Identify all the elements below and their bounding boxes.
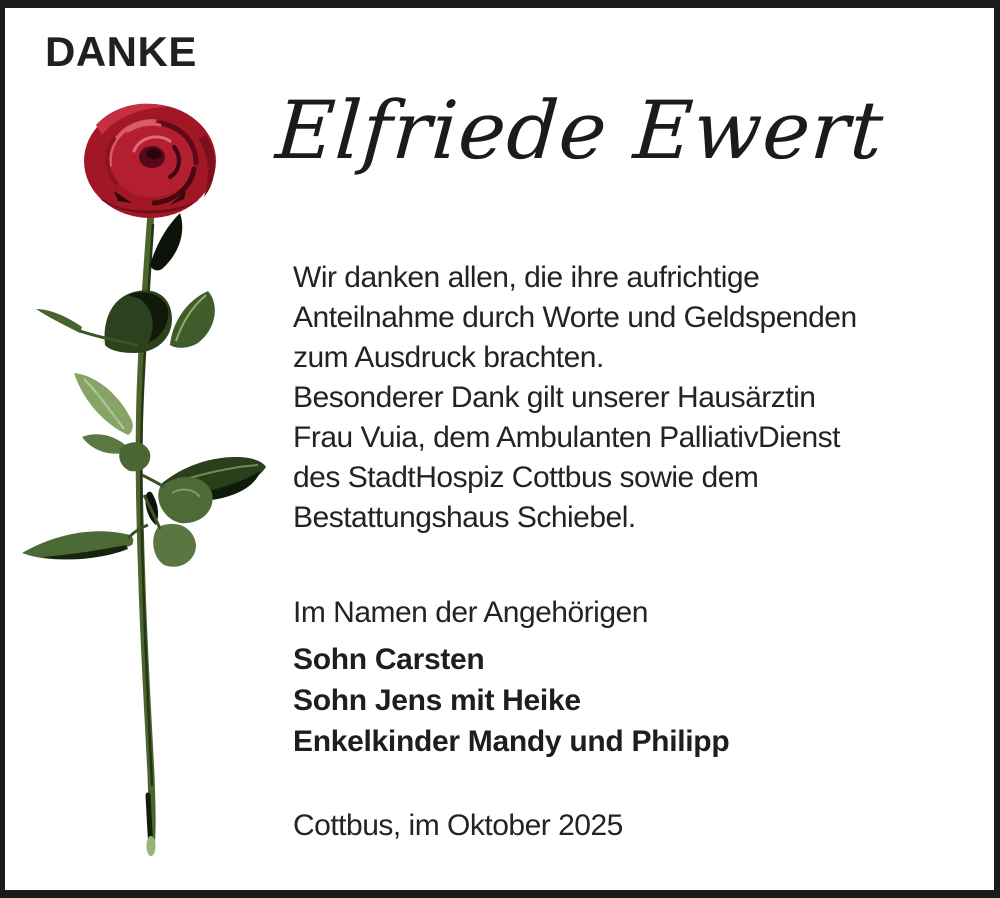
family-member: Enkelkinder Mandy und Philipp bbox=[293, 725, 730, 758]
family-members bbox=[293, 639, 729, 762]
thanks-line: Wir danken allen, die ihre aufrichtige bbox=[293, 261, 760, 294]
thanks-text bbox=[293, 258, 857, 538]
thanks-line: Bestattungshaus Schiebel. bbox=[293, 501, 636, 534]
place-date: Cottbus, im Oktober 2025 bbox=[293, 809, 623, 842]
red-rose-icon bbox=[10, 95, 280, 863]
family-member: Sohn Jens mit Heike bbox=[293, 684, 581, 717]
thanks-line: Frau Vuia, dem Ambulanten PalliativDienst bbox=[293, 421, 841, 454]
thanks-line: zum Ausdruck brachten. bbox=[293, 341, 604, 374]
thanks-line: des StadtHospiz Cottbus sowie dem bbox=[293, 461, 759, 494]
thanks-line: Besonderer Dank gilt unserer Hausärztin bbox=[293, 381, 816, 414]
deceased-name: Elfriede Ewert bbox=[273, 84, 887, 177]
ad-sheet bbox=[5, 8, 994, 890]
thanks-line: Anteilnahme durch Worte und Geldspenden bbox=[293, 301, 857, 334]
family-intro: Im Namen der Angehörigen bbox=[293, 596, 648, 629]
danke-heading: DANKE bbox=[45, 28, 197, 75]
family-member: Sohn Carsten bbox=[293, 643, 485, 676]
rose-flower bbox=[84, 104, 216, 218]
